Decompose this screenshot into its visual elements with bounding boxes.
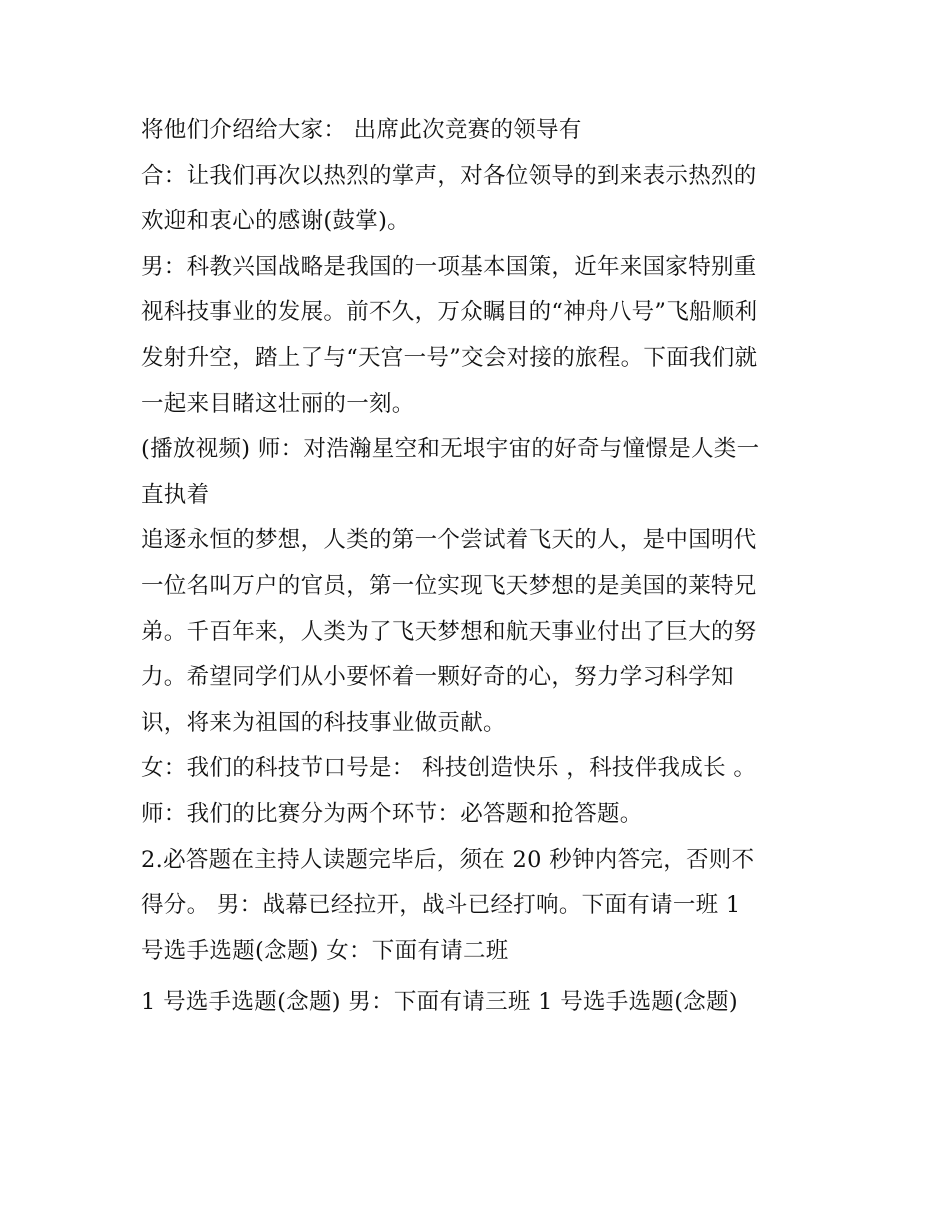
text-line: 追逐永恒的梦想，人类的第一个尝试着飞天的人，是中国明代 [141,527,757,554]
text-line: 师：我们的比赛分为两个环节：必答题和抢答题。 [141,800,643,827]
text-line: 一位名叫万户的官员，第一位实现飞天梦想的是美国的莱特兄 [141,572,757,599]
text-line: 男：科教兴国战略是我国的一项基本国策，近年来国家特别重 [141,253,757,280]
text-line: 合：让我们再次以热烈的掌声，对各位领导的到来表示热烈的 [141,162,757,189]
text-line: 识，将来为祖国的科技事业做贡献。 [141,709,506,736]
text-line: 2.必答题在主持人读题完毕后，须在 20 秒钟内答完，否则不 [141,846,755,873]
text-line: 视科技事业的发展。前不久，万众瞩目的“神舟八号”飞船顺利 [141,299,758,326]
text-line: 得分。 男：战幕已经拉开，战斗已经打响。下面有请一班 1 [141,892,741,919]
text-line: 直执着 [141,481,210,508]
text-line: 力。希望同学们从小要怀着一颗好奇的心，努力学习科学知 [141,664,734,691]
text-line: 一起来目睹这壮丽的一刻。 [141,390,415,417]
document-body [141,108,821,1026]
text-line: 号选手选题(念题) 女：下面有请二班 [141,937,509,964]
text-line: 女：我们的科技节口号是： 科技创造快乐 ，科技伴我成长 。 [141,755,757,782]
text-line: 将他们介绍给大家： 出席此次竞赛的领导有 [141,117,582,143]
text-line: 1 号选手选题(念题) 男：下面有请三班 1 号选手选题(念题) [141,989,738,1016]
text-line: 弟。千百年来，人类为了飞天梦想和航天事业付出了巨大的努 [141,618,757,645]
text-line: (播放视频) 师：对浩瀚星空和无垠宇宙的好奇与憧憬是人类一 [141,436,760,463]
text-line: 发射升空，踏上了与“天宫一号”交会对接的旅程。下面我们就 [141,344,758,371]
text-line: 欢迎和衷心的感谢(鼓掌)。 [141,208,410,235]
